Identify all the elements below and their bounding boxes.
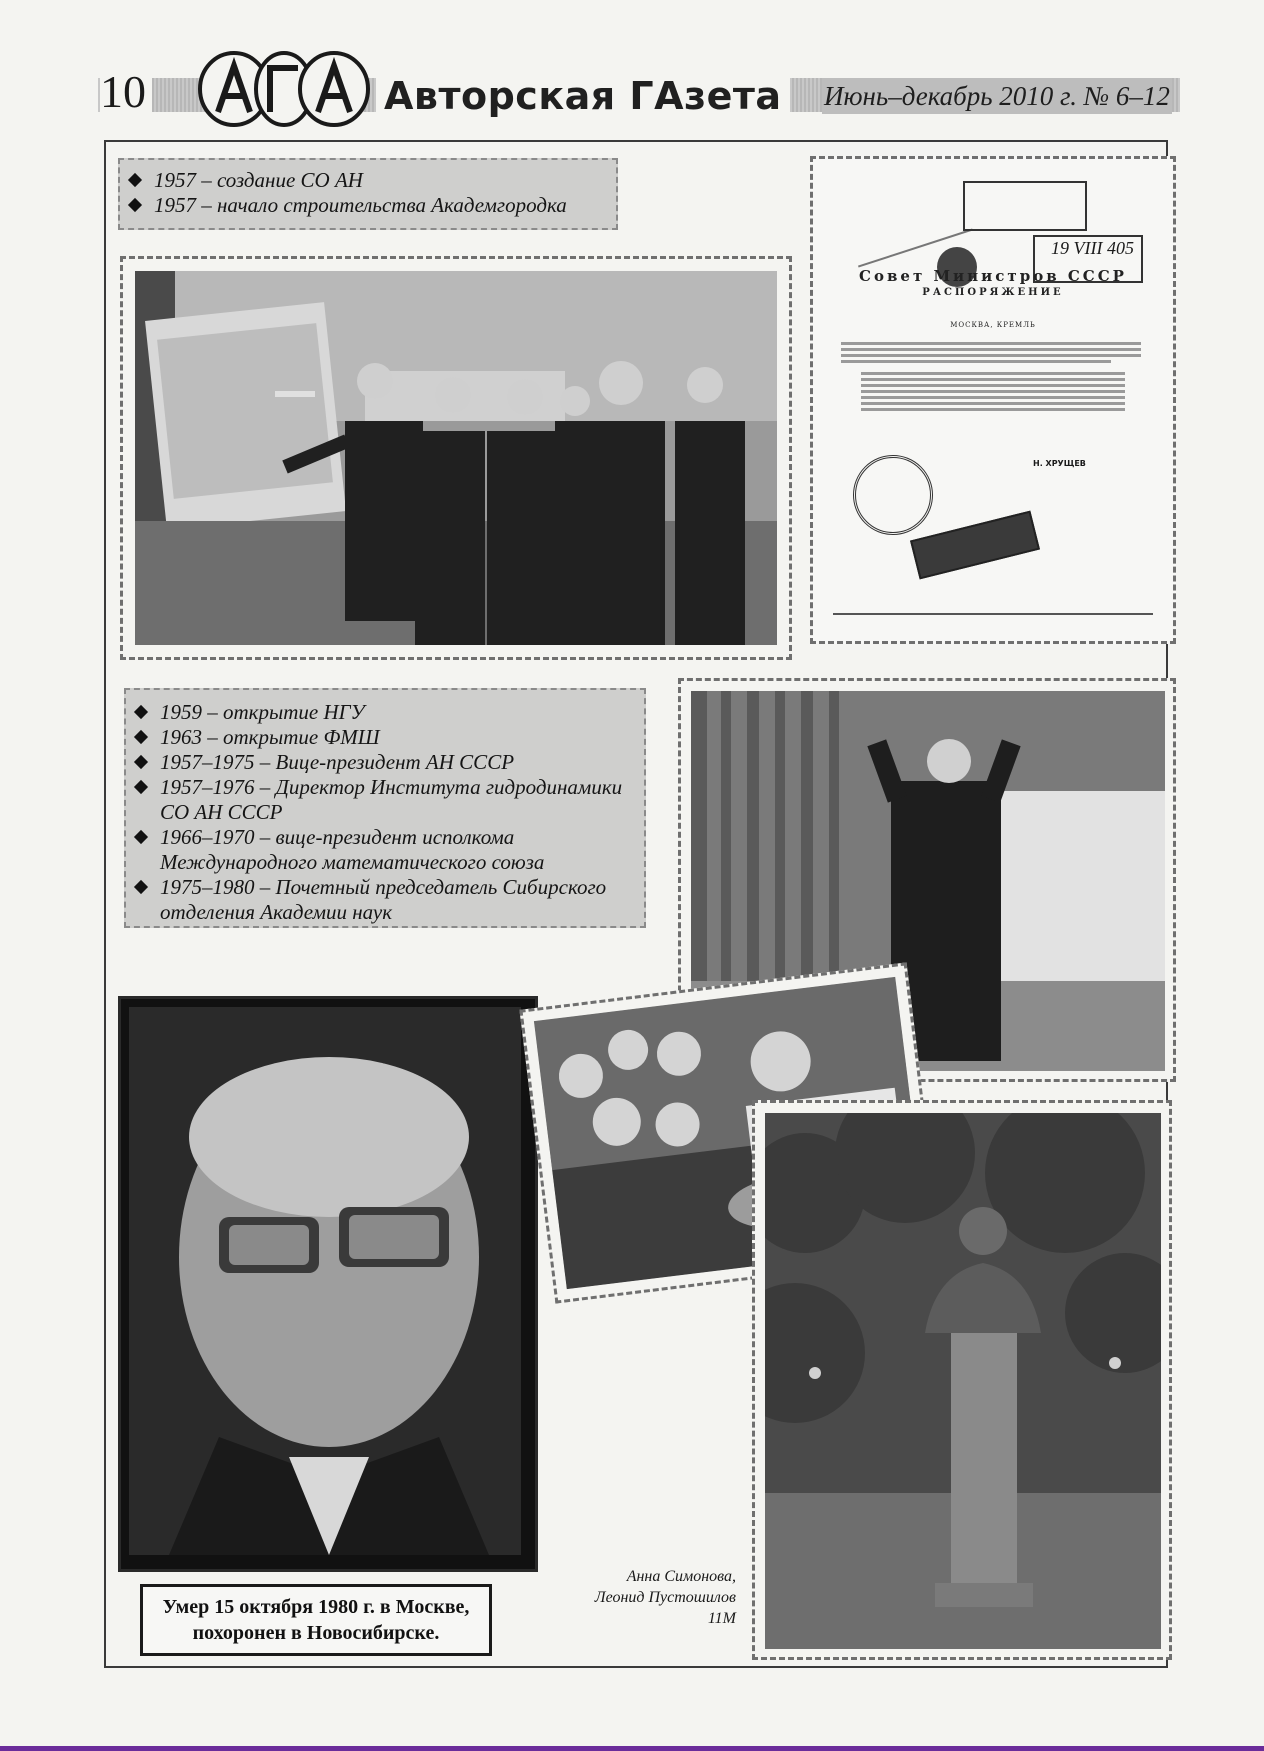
decree-signature: Н. ХРУЩЕВ (1033, 459, 1086, 468)
scan-bottom-edge (0, 1746, 1264, 1751)
decree-body (841, 339, 1141, 414)
diamond-bullet-icon (134, 705, 148, 719)
photo-scientists-at-plan (135, 271, 777, 645)
photo-monument (765, 1113, 1161, 1649)
photo-frame-portrait (118, 996, 538, 1572)
timeline-item: 1957–1976 – Директор Института гидродинамики СО АН СССР (130, 775, 634, 825)
page-number: 10 (100, 62, 152, 122)
diamond-bullet-icon (128, 173, 142, 187)
decree-order-title: РАСПОРЯЖЕНИЕ (922, 287, 1064, 298)
timeline-item: 1975–1980 – Почетный председатель Сибирского отделения Академии наук (130, 875, 634, 925)
author-credit (556, 1566, 736, 1629)
issue-date: Июнь–декабрь 2010 г. № 6–12 (822, 78, 1172, 114)
author-credit-line: 11М (707, 1610, 736, 1627)
author-credit-line: Анна Симонова, (626, 1568, 736, 1585)
diamond-bullet-icon (134, 755, 148, 769)
diamond-bullet-icon (134, 730, 148, 744)
timeline-item: 1959 – открытие НГУ (130, 700, 634, 725)
timeline-item: 1966–1970 – вице-президент исполкома Международного математического союза (130, 825, 634, 875)
handwritten-footer (833, 589, 1153, 615)
timeline-top (118, 158, 618, 230)
photo-frame-decree (810, 156, 1176, 644)
diamond-bullet-icon (134, 830, 148, 844)
photo-frame-monument (752, 1100, 1172, 1660)
archive-stamp (910, 511, 1040, 580)
handwritten-number: 19 VIII 405 (1033, 235, 1143, 283)
death-caption: Умер 15 октября 1980 г. в Москве, похоронен в Новосибирске. (140, 1584, 492, 1656)
decree-council-title: Совет Министров СССР (859, 267, 1127, 285)
decree-place: МОСКВА, КРЕМЛЬ (950, 321, 1036, 329)
timeline-item: 1957 – начало строительства Академгородка (124, 193, 612, 218)
timeline-middle (124, 688, 646, 928)
diamond-bullet-icon (134, 780, 148, 794)
timeline-item: 1963 – открытие ФМШ (130, 725, 634, 750)
diamond-bullet-icon (128, 198, 142, 212)
registration-stamp (963, 181, 1087, 231)
round-seal-icon (853, 455, 933, 535)
timeline-item: 1957–1975 – Вице-президент АН СССР (130, 750, 634, 775)
photo-portrait (129, 1007, 521, 1555)
timeline-item: 1957 – создание СО АН (124, 168, 612, 193)
author-credit-line: Леонид Пустошилов (594, 1589, 736, 1606)
photo-frame-meeting (120, 256, 792, 660)
newspaper-logo (196, 50, 372, 128)
diamond-bullet-icon (134, 880, 148, 894)
newspaper-title: Авторская ГАзета (376, 74, 790, 118)
